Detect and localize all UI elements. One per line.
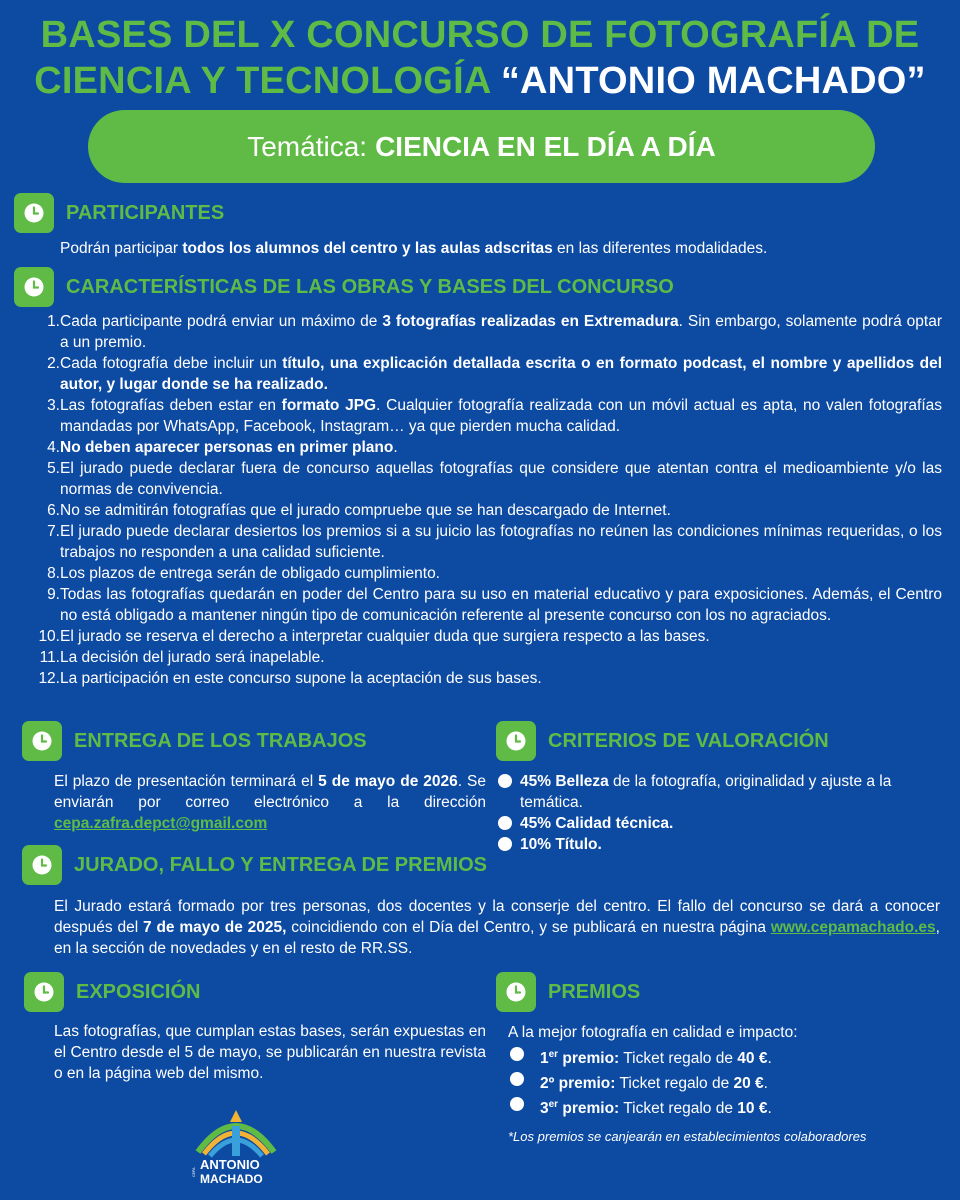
rule-item bbox=[20, 353, 942, 395]
title-line-2 bbox=[0, 58, 960, 104]
rule-number: 10. bbox=[38, 628, 60, 645]
participantes-text-c: en las diferentes modalidades. bbox=[552, 240, 768, 257]
theme-label: Temática: bbox=[247, 130, 368, 162]
premio-item bbox=[510, 1094, 940, 1119]
rule-text bbox=[60, 563, 942, 584]
rule-number: 9. bbox=[47, 586, 60, 603]
rule-text bbox=[60, 584, 942, 626]
bullet-icon bbox=[498, 837, 512, 851]
bullet-icon bbox=[498, 816, 512, 830]
rule-number: 5. bbox=[47, 460, 60, 477]
caracteristicas-title: CARACTERÍSTICAS DE LAS OBRAS Y BASES DEL CONCURSO bbox=[66, 275, 674, 298]
premios-title: PREMIOS bbox=[548, 980, 641, 1003]
criterios-list bbox=[498, 771, 946, 855]
premio-label: premio: bbox=[558, 1100, 620, 1118]
entrega-text-a: El plazo de presentación terminará el bbox=[54, 773, 319, 790]
entrega-text bbox=[54, 771, 486, 834]
rule-text-a: Cada fotografía debe incluir un bbox=[60, 355, 283, 372]
rule-text bbox=[60, 353, 942, 395]
jurado-text-a: El Jurado estará formado por tres personas, dos docentes y la conserje del centro. El fallo del concurso se dará a conocer después del bbox=[54, 898, 940, 936]
premio-end: . bbox=[767, 1050, 772, 1068]
criterio-text bbox=[520, 834, 602, 855]
title-line-2-name: “ANTONIO MACHADO” bbox=[500, 60, 926, 102]
premio-label: premio: bbox=[558, 1050, 620, 1068]
bullet-icon bbox=[510, 1047, 524, 1061]
rule-text bbox=[60, 437, 942, 458]
rule-text-c: . Cualquier fotografía realizada con un móvil actual es apta, no valen fotografías mandadas por WhatsApp, Facebook, Instagram… ya que pierden mucha calidad. bbox=[60, 397, 942, 435]
rule-text-c: . Sin embargo, solamente podrá optar a un premio. bbox=[60, 313, 942, 351]
rule-number: 8. bbox=[47, 565, 60, 582]
jurado-title: JURADO, FALLO Y ENTREGA DE PREMIOS bbox=[74, 853, 488, 876]
criterio-text bbox=[520, 813, 673, 834]
rule-text bbox=[60, 521, 942, 563]
premios-intro: A la mejor fotografía en calidad e impacto: bbox=[508, 1024, 798, 1041]
criterios-title: CRITERIOS DE VALORACIÓN bbox=[548, 729, 829, 752]
participantes-text-a: Podrán participar bbox=[60, 240, 183, 257]
rule-text bbox=[60, 311, 942, 353]
premio-ordinal-sup: er bbox=[548, 1099, 559, 1111]
criterio-bold: 45% Belleza bbox=[520, 773, 609, 790]
jurado-website-link[interactable]: www.cepamachado.es bbox=[770, 919, 936, 936]
clock-icon bbox=[22, 845, 62, 885]
rule-item bbox=[20, 311, 942, 353]
rule-text-a: No se admitirán fotografías que el jurado compruebe que se han descargado de Internet. bbox=[60, 502, 671, 519]
rule-item bbox=[20, 668, 942, 689]
premios-header bbox=[496, 972, 640, 1012]
rule-number: 1. bbox=[47, 313, 60, 330]
bullet-icon bbox=[510, 1072, 524, 1086]
rule-text-a: Cada participante podrá enviar un máximo de bbox=[60, 313, 383, 330]
rule-number: 7. bbox=[47, 523, 60, 540]
page-title bbox=[0, 12, 960, 104]
rule-text-bold: 3 fotografías realizadas en Extremadura bbox=[382, 313, 679, 330]
rule-item bbox=[20, 563, 942, 584]
clock-icon bbox=[496, 972, 536, 1012]
rule-text-bold: título, una explicación detallada escrita o en formato podcast, el nombre y apellidos del autor, y lugar donde se ha realizado. bbox=[60, 355, 943, 393]
premio-end: . bbox=[767, 1100, 772, 1118]
caracteristicas-header bbox=[14, 267, 674, 307]
clock-icon bbox=[24, 972, 64, 1012]
premio-amount: 10 € bbox=[737, 1100, 768, 1118]
logo-line-2: MACHADO bbox=[200, 1172, 263, 1186]
premio-ordinal: 1 bbox=[540, 1050, 549, 1068]
logo-line-1: ANTONIO bbox=[200, 1157, 260, 1172]
participantes-text bbox=[60, 238, 940, 259]
rule-number: 2. bbox=[47, 355, 60, 372]
rule-item bbox=[20, 626, 942, 647]
premio-desc: Ticket regalo de bbox=[619, 1050, 738, 1068]
rule-number: 11. bbox=[39, 649, 60, 666]
participantes-title: PARTICIPANTES bbox=[66, 201, 225, 224]
exposicion-title: EXPOSICIÓN bbox=[76, 980, 201, 1003]
rule-text-c: . bbox=[393, 439, 398, 456]
clock-icon bbox=[496, 721, 536, 761]
rules-list bbox=[20, 311, 942, 689]
theme-banner bbox=[88, 110, 875, 183]
criterios-header bbox=[496, 721, 829, 761]
rule-number: 4. bbox=[47, 439, 60, 456]
rule-number: 12. bbox=[38, 670, 60, 687]
rule-number: 6. bbox=[47, 502, 60, 519]
jurado-header bbox=[22, 845, 487, 885]
entrega-header bbox=[22, 721, 367, 761]
premio-text bbox=[540, 1094, 772, 1119]
rule-text-a: Todas las fotografías quedarán en poder del Centro para su uso en material educativo y para exposiciones. Además, el Centro no está obligado a mantener ningún tipo de comunicación referente al presente concurso con los no agraciados. bbox=[60, 586, 942, 624]
entrega-text-c: . Se enviarán por correo electrónico a la dirección bbox=[54, 773, 486, 811]
jurado-text-c: coincidiendo con el Día del Centro, y se publicará en nuestra página bbox=[286, 919, 771, 936]
participantes-text-b: todos los alumnos del centro y las aulas adscritas bbox=[182, 240, 553, 257]
premio-item bbox=[510, 1069, 940, 1094]
clock-icon bbox=[14, 267, 54, 307]
premio-item bbox=[510, 1044, 940, 1069]
rule-item bbox=[20, 584, 942, 626]
rule-number: 3. bbox=[47, 397, 60, 414]
exposicion-text: Las fotografías, que cumplan estas bases, serán expuestas en el Centro desde el 5 de mayo, se publicarán en nuestra revista o en la página web del mismo. bbox=[54, 1023, 486, 1082]
rule-text-a: El jurado se reserva el derecho a interpretar cualquier duda que surgiera respecto a las bases. bbox=[60, 628, 710, 645]
criterio-item bbox=[498, 834, 946, 855]
rule-text bbox=[60, 458, 942, 500]
rule-text bbox=[60, 626, 942, 647]
school-logo bbox=[188, 1100, 284, 1186]
premio-text bbox=[540, 1069, 768, 1094]
theme-value: CIENCIA EN EL DÍA A DÍA bbox=[375, 130, 716, 162]
premio-desc: Ticket regalo de bbox=[615, 1075, 734, 1093]
premio-desc: Ticket regalo de bbox=[619, 1100, 738, 1118]
rule-text-a: El jurado puede declarar fuera de concurso aquellas fotografías que considere que atentan contra el medioambiente y/o las normas de convivencia. bbox=[60, 460, 942, 498]
criterio-item bbox=[498, 813, 946, 834]
rule-text bbox=[60, 647, 942, 668]
criterio-item bbox=[498, 771, 946, 813]
participantes-header bbox=[14, 193, 224, 233]
exposicion-header bbox=[24, 972, 200, 1012]
premio-label: premio: bbox=[554, 1075, 616, 1093]
rule-item bbox=[20, 521, 942, 563]
criterio-bold: 45% Calidad técnica. bbox=[520, 815, 674, 832]
clock-icon bbox=[22, 721, 62, 761]
jurado-date: 7 de mayo de 2025, bbox=[142, 919, 287, 936]
title-line-1: BASES DEL X CONCURSO DE FOTOGRAFÍA DE bbox=[40, 14, 920, 56]
rule-text-a: Los plazos de entrega serán de obligado cumplimiento. bbox=[60, 565, 440, 582]
bullet-icon bbox=[498, 774, 512, 788]
rule-text-a: La decisión del jurado será inapelable. bbox=[60, 649, 325, 666]
jurado-text-d: , en la sección de novedades y en el resto de RR.SS. bbox=[54, 919, 940, 957]
entrega-title: ENTREGA DE LOS TRABAJOS bbox=[74, 729, 367, 752]
rule-item bbox=[20, 500, 942, 521]
premios-list bbox=[510, 1044, 940, 1119]
entrega-deadline: 5 de mayo de 2026 bbox=[318, 773, 458, 790]
rule-text-a: La participación en este concurso supone la aceptación de sus bases. bbox=[60, 670, 542, 687]
bullet-icon bbox=[510, 1097, 524, 1111]
criterio-bold: 10% Título. bbox=[520, 836, 602, 853]
criterio-rest: de la fotografía, originalidad y ajuste a la temática. bbox=[520, 773, 892, 811]
rule-text-bold: formato JPG bbox=[281, 397, 377, 414]
premio-amount: 40 € bbox=[737, 1050, 768, 1068]
rule-item bbox=[20, 437, 942, 458]
entrega-email-link[interactable]: cepa.zafra.depct@gmail.com bbox=[54, 815, 268, 832]
premio-end: . bbox=[763, 1075, 768, 1093]
rule-text-bold: No deben aparecer personas en primer plano bbox=[60, 439, 394, 456]
premio-ordinal-sup: er bbox=[548, 1049, 559, 1060]
jurado-text bbox=[54, 896, 940, 959]
premio-ordinal: 3 bbox=[540, 1100, 549, 1118]
clock-icon bbox=[14, 193, 54, 233]
rule-text-a: El jurado puede declarar desiertos los premios si a su juicio las fotografías no reúnen las condiciones mínimas requeridas, o los trabajos no responden a una calidad suficiente. bbox=[60, 523, 942, 561]
rule-item bbox=[20, 458, 942, 500]
premio-text bbox=[540, 1044, 772, 1069]
rule-item bbox=[20, 647, 942, 668]
logo-small-text: CEPA bbox=[192, 1167, 196, 1177]
premios-note: *Los premios se canjearán en establecimientos colaboradores bbox=[508, 1129, 867, 1144]
rule-text bbox=[60, 668, 942, 689]
rule-item bbox=[20, 395, 942, 437]
criterio-text bbox=[520, 771, 946, 813]
title-line-2-green: CIENCIA Y TECNOLOGÍA bbox=[34, 60, 501, 102]
rule-text bbox=[60, 395, 942, 437]
rule-text bbox=[60, 500, 942, 521]
premio-amount: 20 € bbox=[733, 1075, 764, 1093]
rule-text-a: Las fotografías deben estar en bbox=[60, 397, 282, 414]
premio-ordinal: 2º bbox=[540, 1075, 555, 1093]
